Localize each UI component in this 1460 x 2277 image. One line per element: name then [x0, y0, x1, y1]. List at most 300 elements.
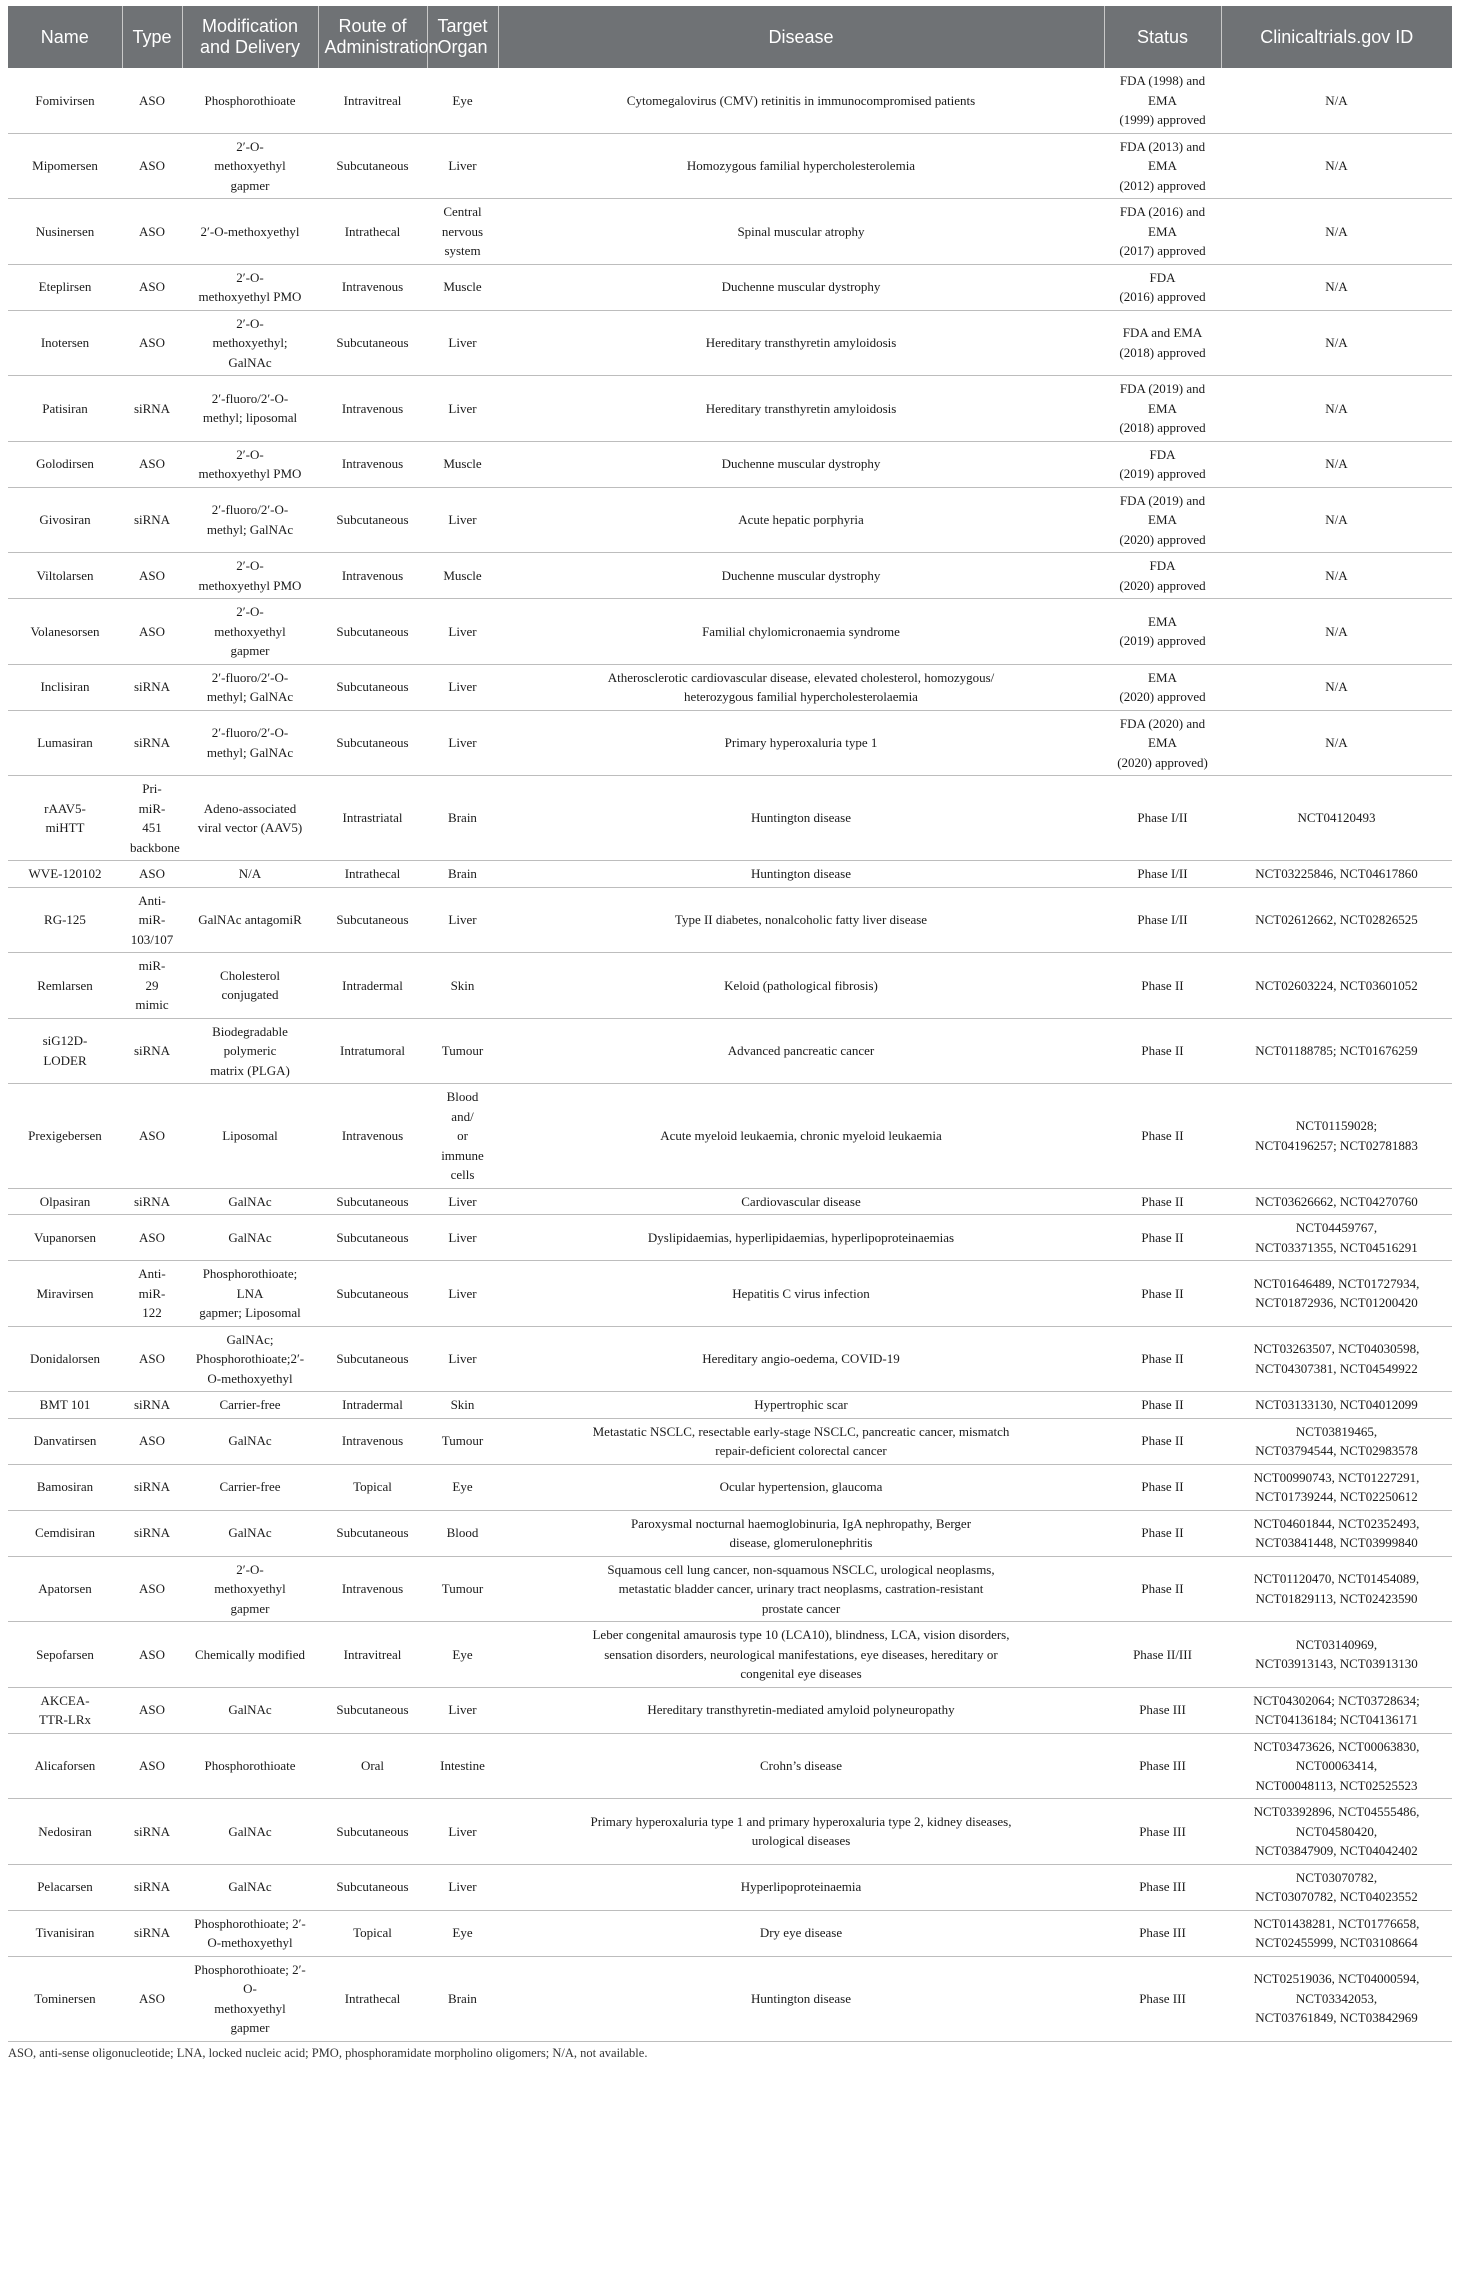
modification-cell: 2′-O- methoxyethyl gapmer: [182, 133, 318, 199]
clinicaltrials-id-cell: NCT04120493: [1221, 776, 1452, 861]
name-cell: Patisiran: [8, 376, 122, 442]
status-cell: FDA (2016) approved: [1104, 264, 1221, 310]
table-row: [8, 487, 1452, 553]
modification-cell: GalNAc: [182, 1418, 318, 1464]
status-cell: FDA (2019) and EMA (2020) approved: [1104, 487, 1221, 553]
disease-cell: Hereditary transthyretin-mediated amyloid polyneuropathy: [498, 1687, 1104, 1733]
status-cell: Phase II: [1104, 1261, 1221, 1327]
table-row: [8, 953, 1452, 1019]
status-cell: Phase I/II: [1104, 776, 1221, 861]
target-organ-cell: Muscle: [427, 441, 498, 487]
disease-cell: Acute hepatic porphyria: [498, 487, 1104, 553]
target-organ-cell: Brain: [427, 1956, 498, 2041]
name-cell: Lumasiran: [8, 710, 122, 776]
name-cell: Donidalorsen: [8, 1326, 122, 1392]
type-cell: Anti- miR-122: [122, 1261, 182, 1327]
header-route: Route of Administration: [318, 6, 427, 68]
clinicaltrials-id-cell: N/A: [1221, 487, 1452, 553]
table-row: [8, 1326, 1452, 1392]
table-footnote: ASO, anti-sense oligonucleotide; LNA, locked nucleic acid; PMO, phosphoramidate morpholino oligomers; N/A, not available.: [8, 2045, 648, 2060]
clinicaltrials-id-cell: NCT03819465, NCT03794544, NCT02983578: [1221, 1418, 1452, 1464]
name-cell: Remlarsen: [8, 953, 122, 1019]
target-organ-cell: Liver: [427, 1687, 498, 1733]
name-cell: Cemdisiran: [8, 1510, 122, 1556]
type-cell: siRNA: [122, 487, 182, 553]
route-cell: Subcutaneous: [318, 1261, 427, 1327]
status-cell: Phase III: [1104, 1956, 1221, 2041]
route-cell: Subcutaneous: [318, 1215, 427, 1261]
target-organ-cell: Liver: [427, 1215, 498, 1261]
clinicaltrials-id-cell: NCT03070782, NCT03070782, NCT04023552: [1221, 1864, 1452, 1910]
status-cell: Phase II: [1104, 1418, 1221, 1464]
header-name: Name: [8, 6, 122, 68]
clinicaltrials-id-cell: N/A: [1221, 376, 1452, 442]
disease-cell: Metastatic NSCLC, resectable early-stage NSCLC, pancreatic cancer, mismatch repair-deficient colorectal cancer: [498, 1418, 1104, 1464]
route-cell: Intrathecal: [318, 199, 427, 265]
disease-cell: Atherosclerotic cardiovascular disease, elevated cholesterol, homozygous/ heterozygous familial hypercholesterolaemia: [498, 664, 1104, 710]
clinicaltrials-id-cell: N/A: [1221, 710, 1452, 776]
disease-cell: Duchenne muscular dystrophy: [498, 441, 1104, 487]
target-organ-cell: Brain: [427, 861, 498, 888]
type-cell: ASO: [122, 68, 182, 133]
type-cell: siRNA: [122, 1188, 182, 1215]
type-cell: ASO: [122, 264, 182, 310]
modification-cell: Adeno-associated viral vector (AAV5): [182, 776, 318, 861]
disease-cell: Primary hyperoxaluria type 1: [498, 710, 1104, 776]
modification-cell: Phosphorothioate; 2′- O- methoxyethyl gapmer: [182, 1956, 318, 2041]
table-row: [8, 133, 1452, 199]
modification-cell: GalNAc: [182, 1799, 318, 1865]
disease-cell: Hepatitis C virus infection: [498, 1261, 1104, 1327]
target-organ-cell: Liver: [427, 1799, 498, 1865]
table-row: [8, 1418, 1452, 1464]
type-cell: ASO: [122, 861, 182, 888]
target-organ-cell: Liver: [427, 487, 498, 553]
clinicaltrials-id-cell: NCT03473626, NCT00063830, NCT00063414, NCT00048113, NCT02525523: [1221, 1733, 1452, 1799]
target-organ-cell: Skin: [427, 1392, 498, 1419]
type-cell: ASO: [122, 1733, 182, 1799]
header-type: Type: [122, 6, 182, 68]
modification-cell: GalNAc: [182, 1215, 318, 1261]
target-organ-cell: Brain: [427, 776, 498, 861]
name-cell: Inotersen: [8, 310, 122, 376]
modification-cell: GalNAc; Phosphorothioate;2′- O-methoxyethyl: [182, 1326, 318, 1392]
name-cell: WVE-120102: [8, 861, 122, 888]
table-row: [8, 1687, 1452, 1733]
modification-cell: 2′-O- methoxyethyl gapmer: [182, 599, 318, 665]
clinicaltrials-id-cell: NCT01120470, NCT01454089, NCT01829113, NCT02423590: [1221, 1556, 1452, 1622]
modification-cell: 2′-O- methoxyethyl PMO: [182, 553, 318, 599]
disease-cell: Acute myeloid leukaemia, chronic myeloid leukaemia: [498, 1084, 1104, 1189]
name-cell: Tominersen: [8, 1956, 122, 2041]
disease-cell: Squamous cell lung cancer, non-squamous NSCLC, urological neoplasms, metastatic bladder cancer, urinary tract neoplasms, castration-resistant prostate cancer: [498, 1556, 1104, 1622]
clinicaltrials-id-cell: N/A: [1221, 599, 1452, 665]
route-cell: Intravenous: [318, 376, 427, 442]
header-status: Status: [1104, 6, 1221, 68]
clinicaltrials-id-cell: NCT01159028; NCT04196257; NCT02781883: [1221, 1084, 1452, 1189]
target-organ-cell: Blood and/ or immune cells: [427, 1084, 498, 1189]
status-cell: Phase II: [1104, 1464, 1221, 1510]
table-container: [8, 6, 1452, 2061]
table-row: [8, 1084, 1452, 1189]
type-cell: ASO: [122, 1326, 182, 1392]
table-row: [8, 376, 1452, 442]
modification-cell: GalNAc antagomiR: [182, 887, 318, 953]
table-row: [8, 1799, 1452, 1865]
table-row: [8, 887, 1452, 953]
target-organ-cell: Liver: [427, 599, 498, 665]
type-cell: ASO: [122, 1215, 182, 1261]
disease-cell: Leber congenital amaurosis type 10 (LCA10), blindness, LCA, vision disorders, sensation disorders, neurological manifestations, eye diseases, hereditary or congenital eye diseases: [498, 1622, 1104, 1688]
type-cell: Pri-miR- 451 backbone: [122, 776, 182, 861]
modification-cell: GalNAc: [182, 1188, 318, 1215]
route-cell: Topical: [318, 1910, 427, 1956]
type-cell: siRNA: [122, 1464, 182, 1510]
route-cell: Intravenous: [318, 553, 427, 599]
target-organ-cell: Liver: [427, 1188, 498, 1215]
target-organ-cell: Muscle: [427, 553, 498, 599]
clinicaltrials-id-cell: NCT02612662, NCT02826525: [1221, 887, 1452, 953]
status-cell: EMA (2019) approved: [1104, 599, 1221, 665]
status-cell: FDA and EMA (2018) approved: [1104, 310, 1221, 376]
name-cell: Volanesorsen: [8, 599, 122, 665]
status-cell: Phase III: [1104, 1910, 1221, 1956]
route-cell: Subcutaneous: [318, 1188, 427, 1215]
table-row: [8, 310, 1452, 376]
name-cell: rAAV5- miHTT: [8, 776, 122, 861]
route-cell: Topical: [318, 1464, 427, 1510]
status-cell: Phase II: [1104, 953, 1221, 1019]
disease-cell: Type II diabetes, nonalcoholic fatty liver disease: [498, 887, 1104, 953]
disease-cell: Hyperlipoproteinaemia: [498, 1864, 1104, 1910]
route-cell: Intravenous: [318, 441, 427, 487]
modification-cell: Phosphorothioate; 2′- O-methoxyethyl: [182, 1910, 318, 1956]
modification-cell: GalNAc: [182, 1510, 318, 1556]
route-cell: Subcutaneous: [318, 710, 427, 776]
disease-cell: Keloid (pathological fibrosis): [498, 953, 1104, 1019]
clinicaltrials-id-cell: NCT04459767, NCT03371355, NCT04516291: [1221, 1215, 1452, 1261]
route-cell: Subcutaneous: [318, 599, 427, 665]
target-organ-cell: Eye: [427, 1464, 498, 1510]
status-cell: EMA (2020) approved: [1104, 664, 1221, 710]
name-cell: AKCEA- TTR-LRx: [8, 1687, 122, 1733]
disease-cell: Huntington disease: [498, 861, 1104, 888]
name-cell: Nedosiran: [8, 1799, 122, 1865]
table-header-row: [8, 6, 1452, 68]
name-cell: Alicaforsen: [8, 1733, 122, 1799]
oligonucleotide-therapeutics-table: [8, 6, 1452, 2042]
type-cell: ASO: [122, 310, 182, 376]
table-row: [8, 1188, 1452, 1215]
clinicaltrials-id-cell: NCT01188785; NCT01676259: [1221, 1018, 1452, 1084]
route-cell: Intravenous: [318, 1084, 427, 1189]
modification-cell: GalNAc: [182, 1687, 318, 1733]
target-organ-cell: Liver: [427, 1326, 498, 1392]
name-cell: RG-125: [8, 887, 122, 953]
name-cell: Viltolarsen: [8, 553, 122, 599]
disease-cell: Dry eye disease: [498, 1910, 1104, 1956]
status-cell: Phase III: [1104, 1733, 1221, 1799]
status-cell: Phase I/II: [1104, 887, 1221, 953]
target-organ-cell: Tumour: [427, 1556, 498, 1622]
type-cell: siRNA: [122, 1864, 182, 1910]
type-cell: ASO: [122, 199, 182, 265]
name-cell: Danvatirsen: [8, 1418, 122, 1464]
name-cell: Sepofarsen: [8, 1622, 122, 1688]
route-cell: Intravenous: [318, 1556, 427, 1622]
type-cell: siRNA: [122, 1799, 182, 1865]
table-row: [8, 553, 1452, 599]
modification-cell: Liposomal: [182, 1084, 318, 1189]
table-row: [8, 1864, 1452, 1910]
table-row: [8, 1261, 1452, 1327]
disease-cell: Paroxysmal nocturnal haemoglobinuria, IgA nephropathy, Berger disease, glomerulonephritis: [498, 1510, 1104, 1556]
disease-cell: Huntington disease: [498, 776, 1104, 861]
route-cell: Oral: [318, 1733, 427, 1799]
clinicaltrials-id-cell: NCT03263507, NCT04030598, NCT04307381, NCT04549922: [1221, 1326, 1452, 1392]
modification-cell: 2′-fluoro/2′-O- methyl; GalNAc: [182, 664, 318, 710]
route-cell: Intravenous: [318, 1418, 427, 1464]
clinicaltrials-id-cell: NCT02603224, NCT03601052: [1221, 953, 1452, 1019]
modification-cell: N/A: [182, 861, 318, 888]
route-cell: Subcutaneous: [318, 887, 427, 953]
route-cell: Intrathecal: [318, 1956, 427, 2041]
route-cell: Intradermal: [318, 953, 427, 1019]
name-cell: Apatorsen: [8, 1556, 122, 1622]
type-cell: ASO: [122, 1084, 182, 1189]
status-cell: Phase II: [1104, 1018, 1221, 1084]
route-cell: Intravenous: [318, 264, 427, 310]
clinicaltrials-id-cell: N/A: [1221, 664, 1452, 710]
disease-cell: Familial chylomicronaemia syndrome: [498, 599, 1104, 665]
status-cell: Phase I/II: [1104, 861, 1221, 888]
modification-cell: 2′-O- methoxyethyl PMO: [182, 264, 318, 310]
disease-cell: Huntington disease: [498, 1956, 1104, 2041]
clinicaltrials-id-cell: NCT03626662, NCT04270760: [1221, 1188, 1452, 1215]
disease-cell: Homozygous familial hypercholesterolemia: [498, 133, 1104, 199]
type-cell: siRNA: [122, 1018, 182, 1084]
route-cell: Subcutaneous: [318, 1687, 427, 1733]
name-cell: siG12D- LODER: [8, 1018, 122, 1084]
disease-cell: Hypertrophic scar: [498, 1392, 1104, 1419]
target-organ-cell: Tumour: [427, 1018, 498, 1084]
clinicaltrials-id-cell: NCT03225846, NCT04617860: [1221, 861, 1452, 888]
target-organ-cell: Liver: [427, 664, 498, 710]
name-cell: Nusinersen: [8, 199, 122, 265]
disease-cell: Duchenne muscular dystrophy: [498, 553, 1104, 599]
status-cell: Phase II: [1104, 1326, 1221, 1392]
type-cell: ASO: [122, 1956, 182, 2041]
modification-cell: Phosphorothioate; LNA gapmer; Liposomal: [182, 1261, 318, 1327]
clinicaltrials-id-cell: N/A: [1221, 68, 1452, 133]
type-cell: ASO: [122, 1687, 182, 1733]
status-cell: Phase II: [1104, 1084, 1221, 1189]
target-organ-cell: Muscle: [427, 264, 498, 310]
route-cell: Intratumoral: [318, 1018, 427, 1084]
modification-cell: Carrier-free: [182, 1464, 318, 1510]
modification-cell: 2′-O- methoxyethyl; GalNAc: [182, 310, 318, 376]
table-row: [8, 264, 1452, 310]
status-cell: FDA (2016) and EMA (2017) approved: [1104, 199, 1221, 265]
clinicaltrials-id-cell: N/A: [1221, 553, 1452, 599]
name-cell: Prexigebersen: [8, 1084, 122, 1189]
target-organ-cell: Liver: [427, 1864, 498, 1910]
target-organ-cell: Liver: [427, 710, 498, 776]
route-cell: Intravitreal: [318, 1622, 427, 1688]
type-cell: ASO: [122, 441, 182, 487]
name-cell: Pelacarsen: [8, 1864, 122, 1910]
disease-cell: Hereditary angio-oedema, COVID-19: [498, 1326, 1104, 1392]
route-cell: Subcutaneous: [318, 1510, 427, 1556]
table-row: [8, 1622, 1452, 1688]
table-row: [8, 1556, 1452, 1622]
target-organ-cell: Central nervous system: [427, 199, 498, 265]
status-cell: FDA (2019) approved: [1104, 441, 1221, 487]
name-cell: Bamosiran: [8, 1464, 122, 1510]
route-cell: Subcutaneous: [318, 664, 427, 710]
status-cell: FDA (2020) approved: [1104, 553, 1221, 599]
target-organ-cell: Eye: [427, 1622, 498, 1688]
modification-cell: Chemically modified: [182, 1622, 318, 1688]
table-row: [8, 1733, 1452, 1799]
status-cell: FDA (2013) and EMA (2012) approved: [1104, 133, 1221, 199]
status-cell: Phase III: [1104, 1864, 1221, 1910]
route-cell: Intrathecal: [318, 861, 427, 888]
modification-cell: 2′-fluoro/2′-O- methyl; GalNAc: [182, 487, 318, 553]
route-cell: Intradermal: [318, 1392, 427, 1419]
header-target-organ: Target Organ: [427, 6, 498, 68]
modification-cell: Phosphorothioate: [182, 68, 318, 133]
name-cell: Givosiran: [8, 487, 122, 553]
clinicaltrials-id-cell: N/A: [1221, 199, 1452, 265]
name-cell: Mipomersen: [8, 133, 122, 199]
status-cell: FDA (2020) and EMA (2020) approved): [1104, 710, 1221, 776]
status-cell: Phase II: [1104, 1556, 1221, 1622]
type-cell: siRNA: [122, 710, 182, 776]
route-cell: Subcutaneous: [318, 487, 427, 553]
status-cell: Phase II/III: [1104, 1622, 1221, 1688]
modification-cell: 2′-fluoro/2′-O- methyl; liposomal: [182, 376, 318, 442]
target-organ-cell: Liver: [427, 133, 498, 199]
type-cell: ASO: [122, 599, 182, 665]
status-cell: Phase II: [1104, 1392, 1221, 1419]
header-modification: Modification and Delivery: [182, 6, 318, 68]
target-organ-cell: Tumour: [427, 1418, 498, 1464]
disease-cell: Spinal muscular atrophy: [498, 199, 1104, 265]
modification-cell: 2′-O- methoxyethyl gapmer: [182, 1556, 318, 1622]
header-disease: Disease: [498, 6, 1104, 68]
route-cell: Intravitreal: [318, 68, 427, 133]
name-cell: Inclisiran: [8, 664, 122, 710]
clinicaltrials-id-cell: NCT03392896, NCT04555486, NCT04580420, NCT03847909, NCT04042402: [1221, 1799, 1452, 1865]
clinicaltrials-id-cell: N/A: [1221, 310, 1452, 376]
type-cell: siRNA: [122, 664, 182, 710]
table-row: [8, 68, 1452, 133]
clinicaltrials-id-cell: NCT01646489, NCT01727934, NCT01872936, NCT01200420: [1221, 1261, 1452, 1327]
modification-cell: 2′-O- methoxyethyl PMO: [182, 441, 318, 487]
table-row: [8, 1956, 1452, 2041]
clinicaltrials-id-cell: NCT02519036, NCT04000594, NCT03342053, NCT03761849, NCT03842969: [1221, 1956, 1452, 2041]
disease-cell: Ocular hypertension, glaucoma: [498, 1464, 1104, 1510]
type-cell: ASO: [122, 1622, 182, 1688]
clinicaltrials-id-cell: N/A: [1221, 264, 1452, 310]
route-cell: Intrastriatal: [318, 776, 427, 861]
type-cell: siRNA: [122, 1392, 182, 1419]
table-row: [8, 1215, 1452, 1261]
disease-cell: Duchenne muscular dystrophy: [498, 264, 1104, 310]
target-organ-cell: Liver: [427, 887, 498, 953]
table-row: [8, 664, 1452, 710]
disease-cell: Primary hyperoxaluria type 1 and primary hyperoxaluria type 2, kidney diseases, urological diseases: [498, 1799, 1104, 1865]
target-organ-cell: Liver: [427, 310, 498, 376]
name-cell: Tivanisiran: [8, 1910, 122, 1956]
disease-cell: Hereditary transthyretin amyloidosis: [498, 376, 1104, 442]
type-cell: Anti-miR- 103/107: [122, 887, 182, 953]
status-cell: Phase II: [1104, 1188, 1221, 1215]
modification-cell: Phosphorothioate: [182, 1733, 318, 1799]
name-cell: Eteplirsen: [8, 264, 122, 310]
status-cell: Phase III: [1104, 1687, 1221, 1733]
header-clinicaltrials-id: Clinicaltrials.gov ID: [1221, 6, 1452, 68]
type-cell: ASO: [122, 133, 182, 199]
route-cell: Subcutaneous: [318, 1326, 427, 1392]
route-cell: Subcutaneous: [318, 133, 427, 199]
table-row: [8, 1464, 1452, 1510]
disease-cell: Crohn’s disease: [498, 1733, 1104, 1799]
modification-cell: Cholesterol conjugated: [182, 953, 318, 1019]
table-row: [8, 199, 1452, 265]
route-cell: Subcutaneous: [318, 1799, 427, 1865]
type-cell: ASO: [122, 1556, 182, 1622]
table-row: [8, 776, 1452, 861]
name-cell: Miravirsen: [8, 1261, 122, 1327]
status-cell: Phase III: [1104, 1799, 1221, 1865]
table-row: [8, 1018, 1452, 1084]
disease-cell: Dyslipidaemias, hyperlipidaemias, hyperlipoproteinaemias: [498, 1215, 1104, 1261]
modification-cell: Biodegradable polymeric matrix (PLGA): [182, 1018, 318, 1084]
route-cell: Subcutaneous: [318, 1864, 427, 1910]
name-cell: Olpasiran: [8, 1188, 122, 1215]
disease-cell: Advanced pancreatic cancer: [498, 1018, 1104, 1084]
target-organ-cell: Eye: [427, 1910, 498, 1956]
name-cell: Vupanorsen: [8, 1215, 122, 1261]
target-organ-cell: Blood: [427, 1510, 498, 1556]
table-row: [8, 861, 1452, 888]
modification-cell: 2′-O-methoxyethyl: [182, 199, 318, 265]
target-organ-cell: Liver: [427, 376, 498, 442]
table-row: [8, 1392, 1452, 1419]
table-row: [8, 1510, 1452, 1556]
type-cell: siRNA: [122, 1510, 182, 1556]
modification-cell: 2′-fluoro/2′-O- methyl; GalNAc: [182, 710, 318, 776]
type-cell: ASO: [122, 553, 182, 599]
status-cell: FDA (1998) and EMA (1999) approved: [1104, 68, 1221, 133]
status-cell: Phase II: [1104, 1510, 1221, 1556]
status-cell: FDA (2019) and EMA (2018) approved: [1104, 376, 1221, 442]
modification-cell: Carrier-free: [182, 1392, 318, 1419]
clinicaltrials-id-cell: NCT03133130, NCT04012099: [1221, 1392, 1452, 1419]
target-organ-cell: Skin: [427, 953, 498, 1019]
target-organ-cell: Liver: [427, 1261, 498, 1327]
type-cell: ASO: [122, 1418, 182, 1464]
disease-cell: Cardiovascular disease: [498, 1188, 1104, 1215]
route-cell: Subcutaneous: [318, 310, 427, 376]
target-organ-cell: Intestine: [427, 1733, 498, 1799]
table-row: [8, 441, 1452, 487]
clinicaltrials-id-cell: NCT03140969, NCT03913143, NCT03913130: [1221, 1622, 1452, 1688]
clinicaltrials-id-cell: NCT04302064; NCT03728634; NCT04136184; NCT04136171: [1221, 1687, 1452, 1733]
clinicaltrials-id-cell: NCT01438281, NCT01776658, NCT02455999, NCT03108664: [1221, 1910, 1452, 1956]
